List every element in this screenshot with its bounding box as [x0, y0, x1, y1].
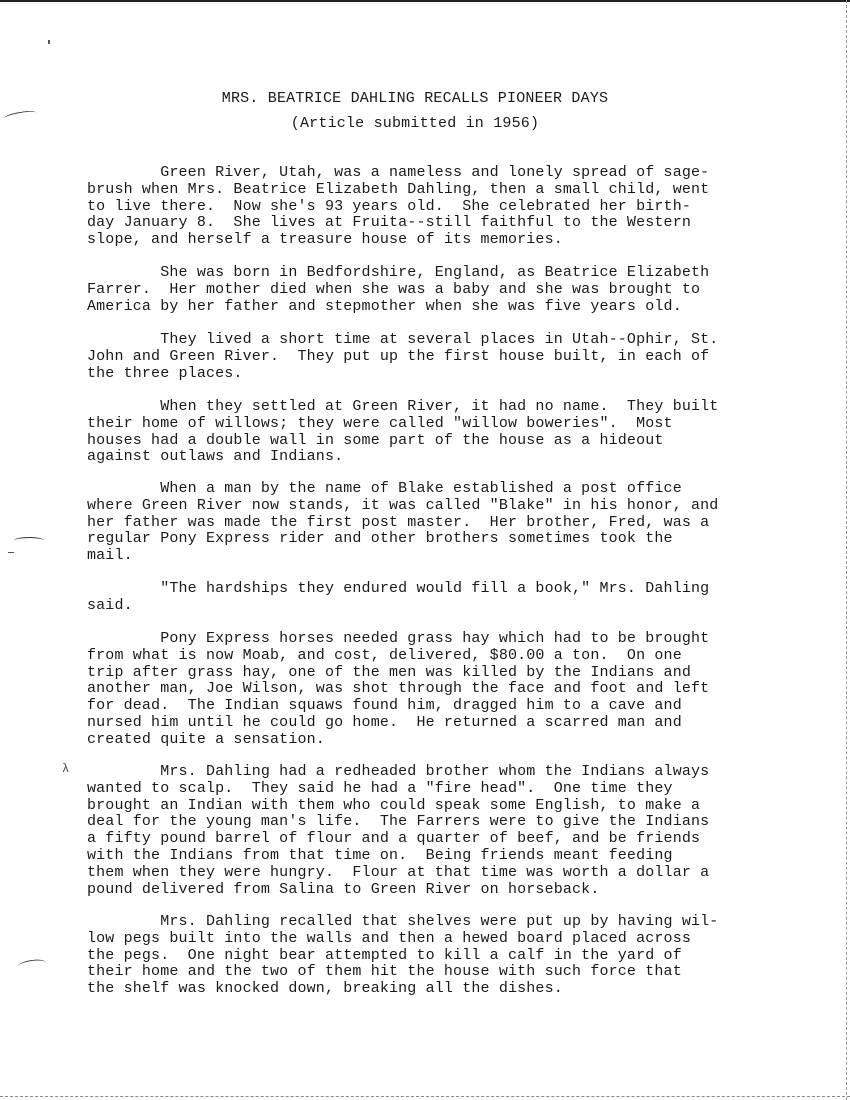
scan-speck: [48, 40, 50, 44]
paragraph-4: When they settled at Green River, it had no name. They built their home of willows; they were called "willow boweries". Most houses had a double wall in some part of the house as a hideout against outlaws and Indians.: [87, 398, 719, 466]
article-subtitle: (Article submitted in 1956): [290, 115, 540, 132]
margin-pencil-mark: [18, 958, 47, 971]
paragraph-5: When a man by the name of Blake established a post office where Green River now stands, it was called "Blake" in his honor, and her father was made the first post master. Her brother, Fred, was a regular Pony Express rider and other brothers sometimes took the mail.: [87, 480, 719, 565]
paragraph-7: Pony Express horses needed grass hay which had to be brought from what is now Moab, and cost, delivered, $80.00 a ton. On one trip after grass hay, one of the men was killed by the Indians and another man, Joe Wilson, was shot through the face and foot and left for dead. The Indian squaws found him, dragged him to a cave and nursed him until he could go home. He returned a scarred man and created quite a sensation.: [87, 630, 710, 748]
paragraph-9: Mrs. Dahling recalled that shelves were put up by having wil- low pegs built into the walls and then a hewed board placed across the pegs. One night bear attempted to kill a calf in the yard of their home and the two of them hit the house with such force that the shelf was knocked down, breaking all the dishes.: [87, 913, 719, 998]
paragraph-2: She was born in Bedfordshire, England, as Beatrice Elizabeth Farrer. Her mother died when she was a baby and she was brought to America by her father and stepmother when she was five years old.: [87, 264, 710, 315]
margin-pencil-mark: [14, 537, 44, 544]
paragraph-1: Green River, Utah, was a nameless and lonely spread of sage- brush when Mrs. Beatrice Elizabeth Dahling, then a small child, went to live there. Now she's 93 years old. She celebrated her birth- day January 8. She lives at Fruita--still faithful to the Western slope, and herself a treasure house of its memories.: [87, 164, 710, 249]
page-bottom-edge: [0, 1096, 850, 1097]
article-title: MRS. BEATRICE DAHLING RECALLS PIONEER DAYS: [221, 90, 609, 107]
paragraph-6: "The hardships they endured would fill a book," Mrs. Dahling said.: [87, 580, 710, 614]
scan-speck: [8, 552, 14, 553]
margin-tick-mark: λ: [62, 762, 70, 776]
page-right-edge: [846, 0, 847, 1100]
paragraph-3: They lived a short time at several places in Utah--Ophir, St. John and Green River. They put up the first house built, in each of the three places.: [87, 331, 719, 382]
page-top-edge: [0, 0, 850, 2]
paragraph-8: Mrs. Dahling had a redheaded brother whom the Indians always wanted to scalp. They said he had a "fire head". One time they brought an Indian with them who could speak some English, to make a deal for the young man's life. The Farrers were to give the Indians a fifty pound barrel of flour and a quarter of beef, and be friends with the Indians from that time on. Being friends meant feeding them when they were hungry. Flour at that time was worth a dollar a pound delivered from Salina to Green River on horseback.: [87, 763, 710, 898]
